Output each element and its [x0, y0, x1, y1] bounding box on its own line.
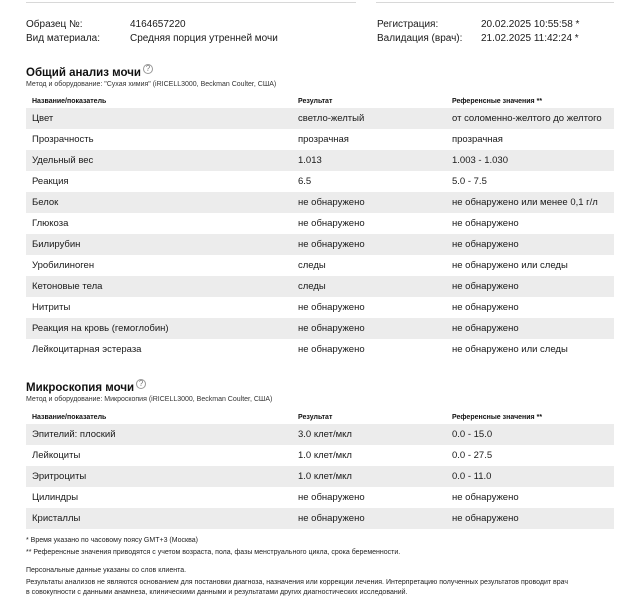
reference-value: не обнаружено или менее 0,1 г/л [446, 192, 614, 213]
reference-value: прозрачная [452, 134, 503, 145]
table-row [26, 487, 614, 508]
sample-number: 4164657220 [130, 19, 186, 30]
column-header-reference: Референсные значения ** [452, 98, 543, 105]
result-value: не обнаружено [292, 192, 446, 213]
footnote-time: * Время указано по часовому поясу GMT+3 (Москва) [26, 537, 198, 544]
parameter-name: Эритроциты [26, 466, 292, 487]
reference-value: не обнаружено [452, 218, 519, 229]
table-row [26, 445, 614, 466]
result-value: не обнаружено [298, 218, 365, 229]
result-value: следы [292, 276, 446, 297]
parameter-name: Кристаллы [26, 508, 292, 529]
reference-value: не обнаружено [452, 492, 519, 503]
column-header-reference: Референсные значения ** [452, 414, 543, 421]
reference-value: не обнаружено [452, 302, 519, 313]
micro-section-title [26, 379, 146, 394]
micro-title-text: Микроскопия мочи [26, 382, 135, 394]
parameter-name: Глюкоза [32, 218, 69, 229]
result-value: светло-желтый [292, 108, 446, 129]
column-header-result: Результат [298, 98, 333, 105]
parameter-name: Прозрачность [32, 134, 94, 145]
reference-value: 1.003 - 1.030 [446, 150, 614, 171]
reference-value: не обнаружено [446, 234, 614, 255]
column-header-name: Название/показатель [32, 98, 107, 105]
registration-value: 20.02.2025 10:55:58 * [481, 19, 580, 30]
reference-value: от соломенно-желтого до желтого [446, 108, 614, 129]
validation-value: 21.02.2025 11:42:24 * [481, 33, 579, 44]
material-label: Вид материала: [26, 33, 100, 44]
footnote-personal-data: Персональные данные указаны со слов клиента. [26, 567, 187, 574]
result-value: прозрачная [298, 134, 349, 145]
result-value: не обнаружено [292, 508, 446, 529]
table-row [26, 339, 614, 360]
reference-value: не обнаружено [446, 508, 614, 529]
top-divider-left [26, 2, 356, 3]
result-value: 6.5 [298, 176, 312, 187]
parameter-name: Цвет [26, 108, 292, 129]
result-value: 1.0 клет/мкл [292, 466, 446, 487]
result-value: не обнаружено [298, 492, 365, 503]
micro-results-table [26, 411, 614, 529]
parameter-name: Удельный вес [26, 150, 292, 171]
general-method: Метод и оборудование: "Сухая химия" (iRICELL3000, Beckman Coulter, США) [26, 81, 277, 88]
parameter-name: Эпителий: плоский [26, 424, 292, 445]
table-row [26, 108, 614, 129]
footnote-reference: ** Референсные значения приводятся с учетом возраста, пола, фазы менструального цикла, срока беременности. [26, 549, 401, 556]
column-header-result: Результат [298, 414, 333, 421]
parameter-name: Нитриты [32, 302, 71, 313]
result-value: 1.013 [292, 150, 446, 171]
table-row [26, 508, 614, 529]
reference-value: не обнаружено или следы [452, 260, 568, 271]
table-row [26, 213, 614, 234]
table-header-row [26, 95, 614, 108]
result-value: не обнаружено [292, 234, 446, 255]
table-row [26, 234, 614, 255]
reference-value: не обнаружено или следы [452, 344, 568, 355]
parameter-name: Билирубин [26, 234, 292, 255]
general-title-text: Общий анализ мочи [26, 67, 141, 79]
reference-value: 0.0 - 11.0 [446, 466, 614, 487]
parameter-name: Реакция на кровь (гемоглобин) [26, 318, 292, 339]
parameter-name: Лейкоцитарная эстераза [32, 344, 142, 355]
material-value: Средняя порция утренней мочи [130, 33, 278, 44]
table-row [26, 276, 614, 297]
table-row [26, 150, 614, 171]
reference-value: 0.0 - 15.0 [446, 424, 614, 445]
table-row [26, 192, 614, 213]
result-value: 3.0 клет/мкл [292, 424, 446, 445]
validation-label: Валидация (врач): [377, 33, 463, 44]
result-value: 1.0 клет/мкл [298, 450, 352, 461]
reference-value: не обнаружено [446, 276, 614, 297]
column-header-name: Название/показатель [32, 414, 107, 421]
micro-method: Метод и оборудование: Микроскопия (iRICELL3000, Beckman Coulter, США) [26, 396, 273, 403]
general-results-table [26, 95, 614, 360]
registration-label: Регистрация: [377, 19, 439, 30]
reference-value: 5.0 - 7.5 [452, 176, 487, 187]
parameter-name: Уробилиноген [32, 260, 95, 271]
reference-value: не обнаружено [446, 318, 614, 339]
parameter-name: Реакция [32, 176, 69, 187]
table-row [26, 129, 614, 150]
table-row [26, 297, 614, 318]
table-row [26, 255, 614, 276]
general-section-title [26, 64, 153, 79]
table-header-row [26, 411, 614, 424]
result-value: не обнаружено [298, 344, 365, 355]
result-value: не обнаружено [298, 302, 365, 313]
footnote-disclaimer-line2: в совокупности с данными анамнеза, клиническими данными и результатами других диагностических исследований. [26, 589, 408, 596]
result-value: не обнаружено [292, 318, 446, 339]
table-row [26, 466, 614, 487]
footnote-disclaimer-line1: Результаты анализов не являются основанием для постановки диагноза, назначения или коррекции лечения. Интерпретацию полученных результатов проводит врач [26, 579, 569, 586]
reference-value: 0.0 - 27.5 [452, 450, 493, 461]
parameter-name: Белок [26, 192, 292, 213]
parameter-name: Лейкоциты [32, 450, 81, 461]
parameter-name: Кетоновые тела [26, 276, 292, 297]
info-icon[interactable]: ? [136, 379, 146, 389]
table-row [26, 424, 614, 445]
info-icon[interactable]: ? [143, 64, 153, 74]
result-value: следы [298, 260, 326, 271]
sample-label: Образец №: [26, 19, 83, 30]
table-row [26, 318, 614, 339]
parameter-name: Цилиндры [32, 492, 79, 503]
table-row [26, 171, 614, 192]
top-divider-right [376, 2, 614, 3]
